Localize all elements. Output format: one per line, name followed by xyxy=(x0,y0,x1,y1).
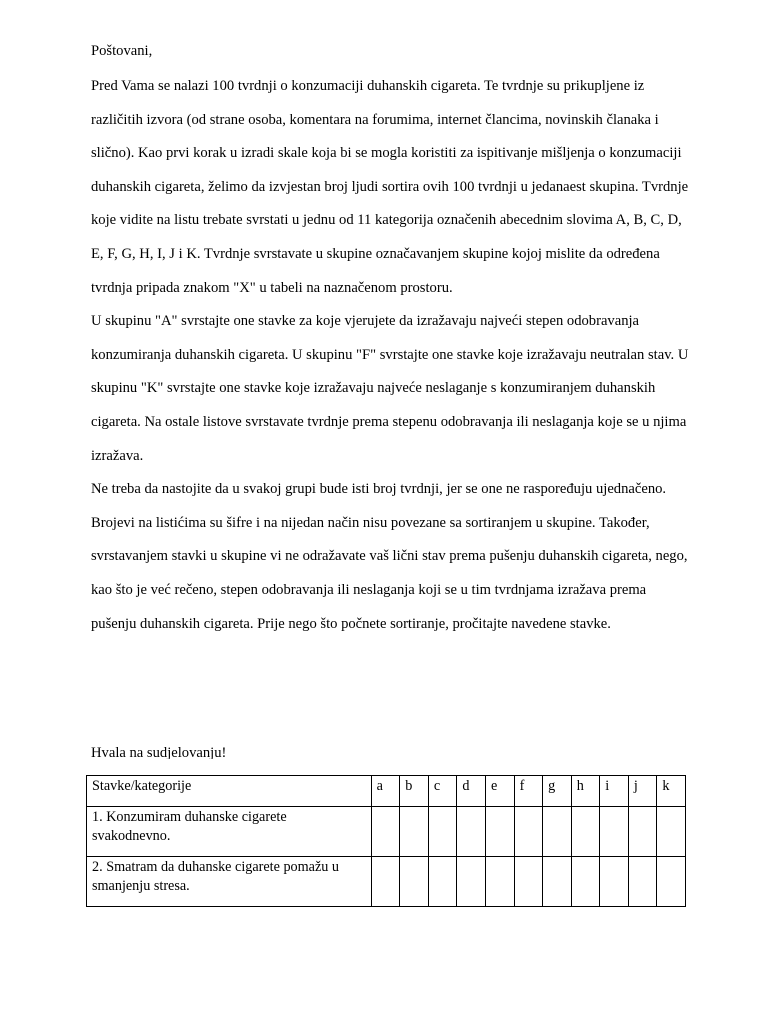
category-cell-b[interactable] xyxy=(400,807,429,857)
category-cell-i[interactable] xyxy=(600,857,629,907)
header-category-d: d xyxy=(457,776,486,807)
category-cell-f[interactable] xyxy=(514,807,543,857)
header-category-a: a xyxy=(371,776,400,807)
table-header-row xyxy=(87,776,686,807)
table-row xyxy=(87,857,686,907)
thanks-line: Hvala na sudjelovanju! xyxy=(91,745,227,759)
category-cell-j[interactable] xyxy=(628,807,657,857)
category-cell-k[interactable] xyxy=(657,857,686,907)
header-category-h: h xyxy=(571,776,600,807)
category-cell-a[interactable] xyxy=(371,857,400,907)
category-cell-j[interactable] xyxy=(628,857,657,907)
header-category-f: f xyxy=(514,776,543,807)
statement-cell: 1. Konzumiram duhanske cigarete svakodnevno. xyxy=(87,807,372,857)
sorting-table xyxy=(86,775,686,907)
category-cell-c[interactable] xyxy=(428,807,457,857)
category-cell-e[interactable] xyxy=(485,807,514,857)
document-page xyxy=(91,0,691,1024)
paragraph-instructions: Pred Vama se nalazi 100 tvrdnji o konzumaciji duhanskih cigareta. Te tvrdnje su prikupljene iz različitih izvora (od strane osoba, komentara na forumima, internet člancima, novinskih članaka i slično). Kao prvi korak u izradi skale koja bi se mogla koristiti za ispitivanje mišljenja o konzumaciji duhanskih cigareta, želimo da izvjestan broj ljudi sortira ovih 100 tvrdnji u jedanaest skupina. Tvrdnje koje vidite na listu trebate svrstati u jednu od 11 kategorija označenih abecednim slovima A, B, C, D, E, F, G, H, I, J i K. Tvrdnje svrstavate u skupine označavanjem skupine kojoj mislite da određena tvrdnja pripada znakom "X" u tabeli na naznačenom prostoru. xyxy=(91,78,689,296)
salutation: Poštovani, xyxy=(91,43,153,59)
category-cell-h[interactable] xyxy=(571,857,600,907)
header-category-j: j xyxy=(628,776,657,807)
header-category-g: g xyxy=(543,776,572,807)
header-category-c: c xyxy=(428,776,457,807)
category-cell-e[interactable] xyxy=(485,857,514,907)
category-cell-d[interactable] xyxy=(457,807,486,857)
thanks-clip xyxy=(91,742,691,759)
category-cell-h[interactable] xyxy=(571,807,600,857)
category-cell-c[interactable] xyxy=(428,857,457,907)
category-cell-k[interactable] xyxy=(657,807,686,857)
letter-body xyxy=(91,70,691,641)
category-cell-a[interactable] xyxy=(371,807,400,857)
table-row xyxy=(87,807,686,857)
header-category-i: i xyxy=(600,776,629,807)
category-cell-g[interactable] xyxy=(543,857,572,907)
header-category-b: b xyxy=(400,776,429,807)
header-category-e: e xyxy=(485,776,514,807)
header-category-k: k xyxy=(657,776,686,807)
paragraph-categories: U skupinu "A" svrstajte one stavke za koje vjerujete da izražavaju najveći stepen odobravanja konzumiranja duhanskih cigareta. U skupinu "F" svrstajte one stavke koje izražavaju neutralan stav. U skupinu "K" svrstajte one stavke koje izražavaju najveće neslaganje s konzumiranjem duhanskih cigareta. Na ostale listove svrstavate tvrdnje prema stepenu odobravanja ili neslaganja koje se u njima izražava. xyxy=(91,313,689,464)
category-cell-b[interactable] xyxy=(400,857,429,907)
category-cell-f[interactable] xyxy=(514,857,543,907)
statement-cell: 2. Smatram da duhanske cigarete pomažu u smanjenju stresa. xyxy=(87,857,372,907)
paragraph-notes: Ne treba da nastojite da u svakoj grupi bude isti broj tvrdnji, jer se one ne raspoređuju ujednačeno. Brojevi na listićima su šifre i na nijedan način nisu povezane sa sortiranjem u skupine. Također, svrstavanjem stavki u skupine vi ne odražavate vaš lični stav prema pušenju duhanskih cigareta, nego, kao što je već rečeno, stepen odobravanja ili neslaganja koji se u tim tvrdnjama izražava prema pušenju duhanskih cigareta. Prije nego što počnete sortiranje, pročitajte navedene stavke. xyxy=(91,481,688,632)
category-cell-d[interactable] xyxy=(457,857,486,907)
header-stavke-kategorije: Stavke/kategorije xyxy=(87,776,372,807)
category-cell-i[interactable] xyxy=(600,807,629,857)
category-cell-g[interactable] xyxy=(543,807,572,857)
